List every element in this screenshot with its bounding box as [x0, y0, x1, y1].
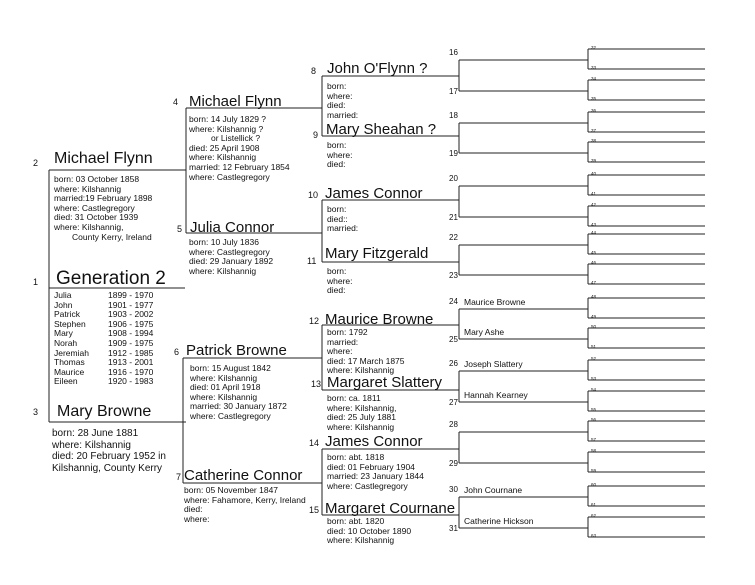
person-number-43: 43 — [591, 222, 597, 227]
person-name-5: Julia Connor — [190, 219, 275, 236]
person-details-10: born: died:: married: — [327, 204, 359, 234]
person-number-56: 56 — [591, 417, 597, 422]
person-name-1: Generation 2 — [56, 268, 166, 289]
person-name-6: Patrick Browne — [186, 342, 287, 359]
person-number-24: 24 — [449, 297, 458, 306]
person-number-14: 14 — [309, 438, 320, 448]
person-details-13: born: ca. 1811 where: Kilshannig, died: 25 July 1881 where: Kilshannig — [327, 393, 397, 432]
person-number-6: 6 — [174, 347, 180, 357]
person-number-52: 52 — [591, 356, 597, 361]
child-row: John 1901 - 1977 — [54, 299, 154, 310]
person-number-45: 45 — [591, 250, 597, 255]
person-number-38: 38 — [591, 138, 597, 143]
person-number-22: 22 — [449, 233, 458, 242]
child-row: Maurice 1916 - 1970 — [54, 366, 154, 377]
person-number-41: 41 — [591, 191, 597, 196]
person-details-3: born: 28 June 1881 where: Kilshannig died: 20 February 1952 in Kilshannig, County Kerry — [52, 428, 166, 474]
person-number-16: 16 — [449, 48, 458, 57]
person-name-8: John O'Flynn ? — [327, 60, 428, 77]
person-number-15: 15 — [309, 505, 320, 515]
person-number-62: 62 — [591, 513, 597, 518]
child-row: Jeremiah 1912 - 1985 — [54, 347, 154, 358]
person-number-9: 9 — [313, 130, 319, 140]
person-number-11: 11 — [307, 256, 317, 266]
person-number-25: 25 — [449, 335, 458, 344]
child-row: Julia 1899 - 1970 — [54, 290, 154, 300]
person-details-5: born: 10 July 1836 where: Castlegregory died: 29 January 1892 where: Kilshannig — [189, 237, 274, 276]
child-row: Patrick 1903 - 2002 — [54, 309, 154, 320]
person-number-34: 34 — [591, 76, 597, 81]
child-row: Mary 1908 - 1994 — [54, 328, 154, 339]
person-number-50: 50 — [591, 324, 597, 329]
person-number-40: 40 — [591, 171, 597, 176]
person-number-7: 7 — [176, 472, 182, 482]
person-name-30: John Cournane — [464, 485, 523, 495]
person-number-46: 46 — [591, 260, 597, 265]
child-row: Eileen 1920 - 1983 — [54, 376, 154, 387]
person-number-31: 31 — [449, 524, 458, 533]
person-number-3: 3 — [33, 407, 39, 417]
person-number-27: 27 — [449, 398, 458, 407]
person-details-4: born: 14 July 1829 ? where: Kilshannig ? or Listellick ? died: 25 April 1908 where: Kilshannig married: 12 February 1854 where: Castlegregory — [189, 114, 290, 182]
child-row: Thomas 1913 - 2001 — [54, 357, 154, 368]
person-name-12: Maurice Browne — [325, 311, 434, 328]
person-number-28: 28 — [449, 420, 458, 429]
person-number-61: 61 — [591, 502, 597, 507]
person-number-19: 19 — [449, 149, 458, 158]
person-number-23: 23 — [449, 271, 458, 280]
person-name-14: James Connor — [325, 433, 423, 450]
person-number-4: 4 — [173, 97, 179, 107]
person-number-63: 63 — [591, 533, 597, 538]
person-details-12: born: 1792 married: where: died: 17 March 1875 where: Kilshannig — [327, 327, 405, 376]
person-number-39: 39 — [591, 158, 597, 163]
person-number-30: 30 — [449, 485, 458, 494]
person-number-35: 35 — [591, 96, 597, 101]
person-name-3: Mary Browne — [57, 403, 152, 420]
person-number-49: 49 — [591, 314, 597, 319]
person-details-7: born: 05 November 1847 where: Fahamore, Kerry, Ireland died: where: — [184, 485, 306, 524]
person-name-9: Mary Sheahan ? — [326, 121, 437, 138]
person-number-21: 21 — [449, 213, 458, 222]
person-number-8: 8 — [311, 66, 317, 76]
child-row: Norah 1909 - 1975 — [54, 337, 154, 348]
person-number-36: 36 — [591, 108, 597, 113]
person-name-11: Mary Fitzgerald — [325, 245, 429, 262]
person-number-33: 33 — [591, 65, 597, 70]
person-name-31: Catherine Hickson — [464, 516, 534, 526]
person-number-42: 42 — [591, 202, 597, 207]
person-number-12: 12 — [309, 316, 320, 326]
person-name-4: Michael Flynn — [189, 93, 282, 110]
person-number-5: 5 — [177, 224, 183, 234]
person-number-47: 47 — [591, 280, 597, 285]
person-details-2: born: 03 October 1858 where: Kilshannig married:19 February 1898 where: Castlegregory died: 31 October 1939 where: Kilshannig, County Kerry, Ireland — [54, 174, 153, 242]
person-number-57: 57 — [591, 437, 597, 442]
person-number-59: 59 — [591, 468, 597, 473]
person-name-13: Margaret Slattery — [327, 374, 443, 391]
person-name-24: Maurice Browne — [464, 297, 526, 307]
child-row: Stephen 1906 - 1975 — [54, 318, 154, 329]
person-number-2: 2 — [33, 158, 39, 168]
person-name-25: Mary Ashe — [464, 327, 505, 337]
person-details-15: born: abt. 1820 died: 10 October 1890 where: Kilshannig — [327, 516, 412, 546]
person-number-60: 60 — [591, 482, 597, 487]
person-number-44: 44 — [591, 230, 597, 235]
person-name-27: Hannah Kearney — [464, 390, 528, 400]
person-details-9: born: where: died: — [327, 140, 353, 170]
person-number-10: 10 — [308, 190, 319, 200]
person-name-26: Joseph Slattery — [464, 359, 523, 369]
person-details-14: born: abt. 1818 died: 01 February 1904 married: 23 January 1844 where: Castlegregory — [327, 452, 424, 491]
person-number-48: 48 — [591, 294, 597, 299]
person-details-6: born: 15 August 1842 where: Kilshannig died: 01 April 1918 where: Kilshannig married: 30 January 1872 where: Castlegregory — [190, 363, 287, 421]
person-number-18: 18 — [449, 111, 458, 120]
person-name-7: Catherine Connor — [184, 467, 303, 484]
person-number-17: 17 — [449, 87, 458, 96]
person-number-51: 51 — [591, 344, 597, 349]
person-name-15: Margaret Cournane — [325, 500, 456, 517]
person-number-32: 32 — [591, 45, 597, 50]
person-number-20: 20 — [449, 174, 458, 183]
person-number-58: 58 — [591, 448, 597, 453]
person-details-8: born: where: died: married: — [327, 81, 359, 120]
person-number-26: 26 — [449, 359, 458, 368]
person-name-2: Michael Flynn — [54, 150, 153, 167]
person-number-53: 53 — [591, 376, 597, 381]
person-number-1: 1 — [33, 277, 39, 287]
person-number-13: 13 — [311, 379, 322, 389]
person-name-10: James Connor — [325, 185, 423, 202]
person-number-37: 37 — [591, 128, 597, 133]
children-list — [54, 291, 153, 387]
person-number-29: 29 — [449, 459, 458, 468]
person-number-54: 54 — [591, 387, 597, 392]
person-number-55: 55 — [591, 407, 597, 412]
person-details-11: born: where: died: — [327, 266, 353, 296]
